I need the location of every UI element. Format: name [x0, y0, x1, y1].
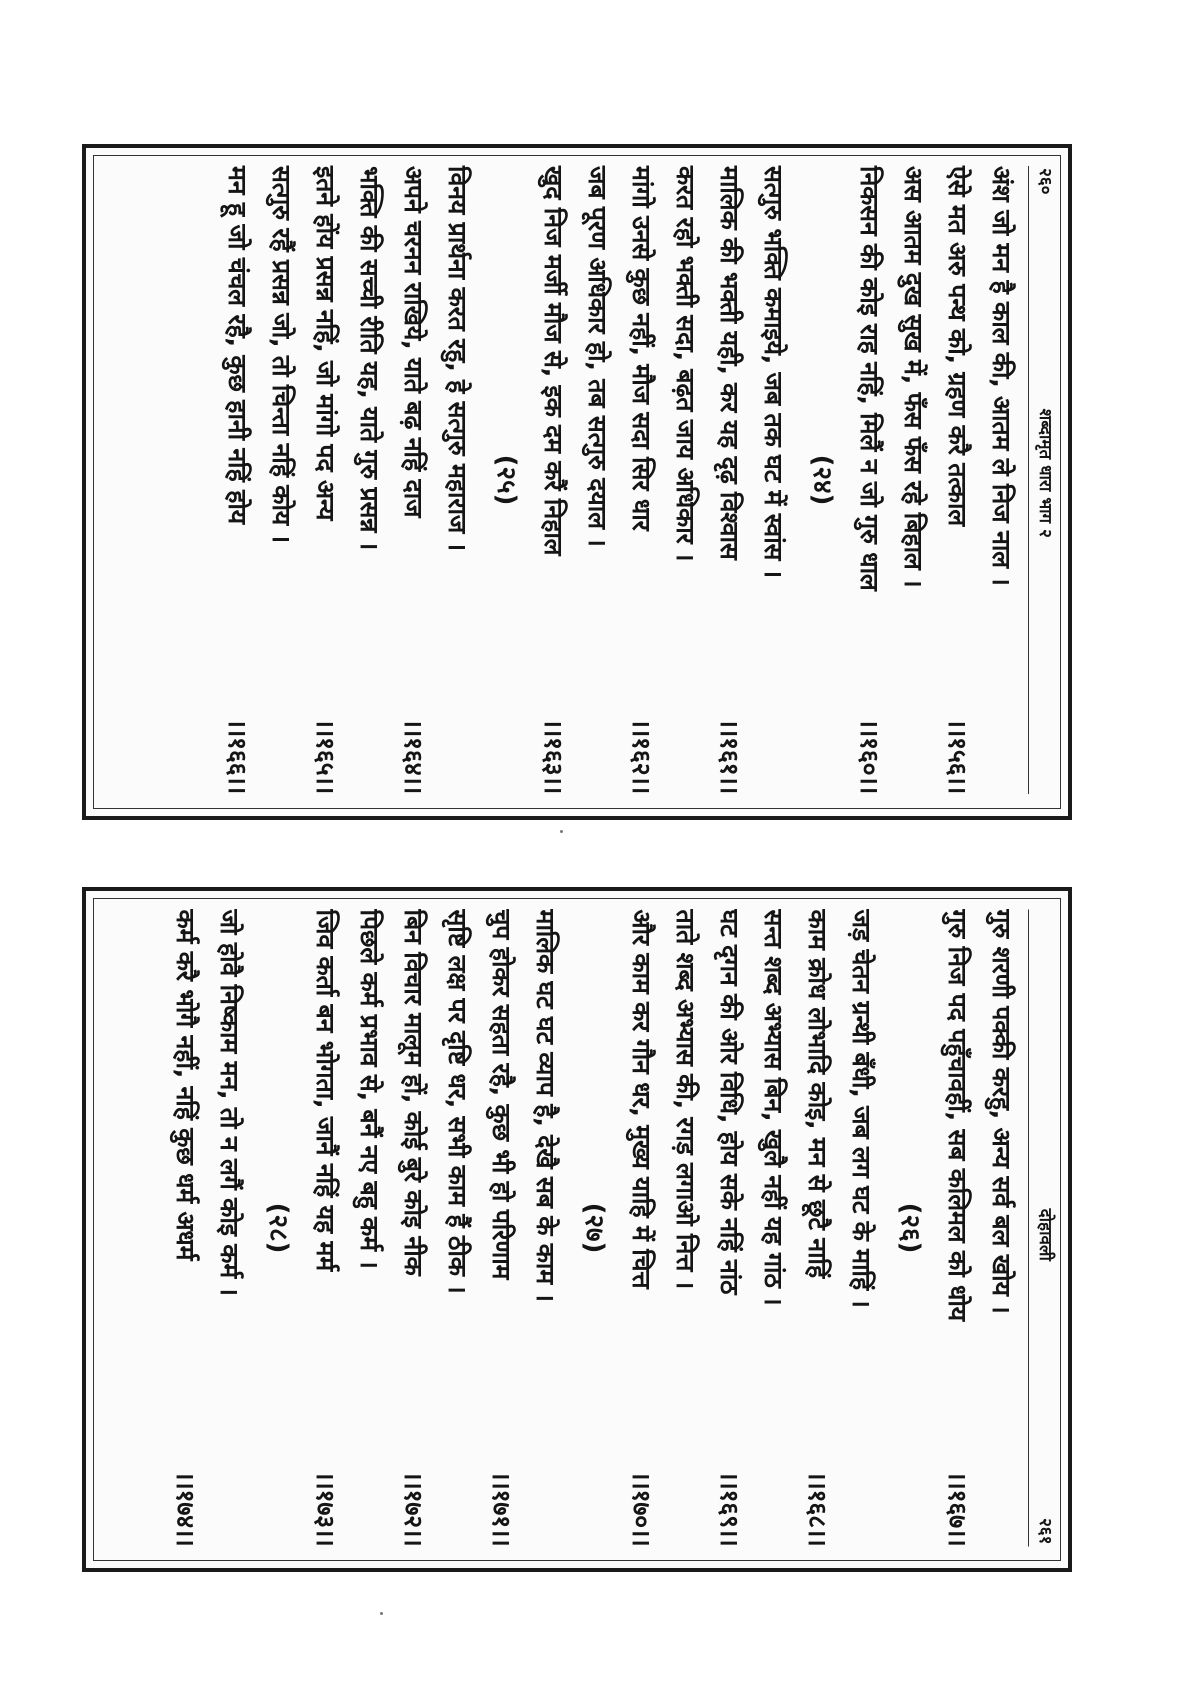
right-page	[82, 887, 1072, 1572]
verse-text: अपने चरनन राखिये, याते बढ़ नहिं दाज	[399, 166, 428, 518]
verse-line	[392, 909, 436, 1546]
verse-number: ।।१७४।।	[171, 1470, 200, 1546]
left-page-header	[1028, 166, 1058, 794]
verse-line	[348, 909, 392, 1546]
verse-number: ।।१६४।।	[399, 718, 428, 794]
stanza-number: (२८)	[263, 1202, 293, 1253]
verse-text: विनय प्रार्थना करत रहु, हे सत्गुरु महाराज ।	[443, 166, 472, 551]
verse-text: जब पूरण अधिकार हो, तब सत्गुरु दयाल ।	[583, 166, 612, 547]
stanza-number: (२७)	[579, 1202, 609, 1253]
verse-line	[840, 909, 884, 1546]
verse-text: गुरु निज पद पहुँचावहीं, सब कलिमल को धोय	[943, 909, 972, 1321]
verse-text: जड़ चेतन ग्रन्थी बँधी, जब लग घट के माहिं ।	[847, 909, 876, 1308]
verse-text: निकसन की कोइ राह नहिं, मिलैं न जो गुरु धाल	[855, 166, 884, 591]
verse-line	[664, 909, 708, 1546]
verse-text: काम क्रोध लोभादि कोइ, मन से छूटै नाहिं	[803, 909, 832, 1278]
stanza-number: (२४)	[807, 454, 837, 506]
verse-text: और काम कर गौन धर, मुख्य याहि में चित्त	[627, 909, 656, 1288]
verse-number: ।।१७३।।	[311, 1470, 340, 1546]
verse-text: सत्गुरु रहैं प्रसन्न जो, तो चिन्ता नहिं कोय ।	[267, 166, 296, 543]
verse-line	[620, 909, 664, 1546]
verse-number: ।।१६५।।	[311, 718, 340, 794]
verse-number: ।।१६७।।	[943, 1470, 972, 1546]
verse-text: इतने होंय प्रसन्न नहिं, जो मांगो पद अन्य	[311, 166, 340, 521]
verse-line	[752, 909, 796, 1546]
left-page-number: २६०	[1035, 168, 1055, 195]
verse-text: अंश जो मन है काल की, आतम ले निज नाल ।	[987, 166, 1016, 586]
verse-line	[304, 909, 348, 1546]
verse-number: ।।१७२।।	[399, 1470, 428, 1546]
verse-number: ।।१६६।।	[223, 718, 252, 794]
verse-text: सन्त शब्द अभ्यास बिन, खुलै नहीं यह गांठ ।	[759, 909, 788, 1305]
left-page-verses	[216, 166, 1024, 794]
verse-text: ऐसे मत अरु पन्थ को, ग्रहण करै तत्काल	[943, 166, 972, 527]
verse-text: बिन विचार मालूम हों, कोई बुरे कोइ नीक	[399, 909, 428, 1276]
verse-text: गुरु शरणी पक्की करहु, अन्य सर्व बल खोय ।	[987, 909, 1016, 1314]
verse-line	[260, 166, 304, 794]
verse-text: पिछले कर्म प्रभाव से, बनैं नए बहु कर्म ।	[355, 909, 384, 1269]
verse-line	[708, 909, 752, 1546]
verse-number: ।।१६८।।	[803, 1470, 832, 1546]
verse-line	[164, 909, 208, 1546]
verse-line	[208, 909, 252, 1546]
verse-line	[620, 166, 664, 794]
right-page-verses	[164, 909, 1024, 1546]
verse-line	[936, 166, 980, 794]
verse-text: मन हू जो चंचल रहै, कुछ हानी नहिं होय	[223, 166, 252, 524]
verse-number: ।।१६१।।	[715, 718, 744, 794]
right-page-title: दोहावली	[1035, 1208, 1055, 1261]
verse-text: खुद निज मर्जी मौज से, इक दम करैं निहाल	[539, 166, 568, 556]
verse-number: ।।१६३।।	[539, 718, 568, 794]
verse-text: मालिक की भक्ती यही, कर यह दृढ़ विश्वास	[715, 166, 744, 560]
verse-line	[524, 909, 568, 1546]
verse-text: ताते शब्द अभ्यास की, रगड़ लगाओ नित्त ।	[671, 909, 700, 1289]
stanza-number: (२६)	[895, 1202, 925, 1253]
verse-line	[848, 166, 892, 794]
verse-line	[664, 166, 708, 794]
verse-text: सत्गुरु भक्ति कमाइये, जब तक घट में स्वांस ।	[759, 166, 788, 578]
verse-text: चुप होकर सहता रहै, कुछ भी हो परिणाम	[487, 909, 516, 1279]
verse-number: ।।१७०।।	[627, 1470, 656, 1546]
verse-line	[216, 166, 260, 794]
verse-text: कर्म करै भोगै नहीं, नहिं कुछ धर्म अधर्म	[171, 909, 200, 1260]
verse-line	[708, 166, 752, 794]
verse-text: भक्ति की सच्ची रीति यह, याते गुरु प्रसन्न ।	[355, 166, 384, 551]
right-page-content	[82, 887, 1072, 1572]
verse-line	[348, 166, 392, 794]
verse-line	[576, 166, 620, 794]
scan-speck	[380, 1612, 383, 1615]
verse-line	[980, 909, 1024, 1546]
verse-number: ।।१६०।।	[855, 718, 884, 794]
verse-line	[436, 909, 480, 1546]
verse-line	[436, 166, 480, 794]
verse-text: करत रहो भक्ती सदा, बढ़त जाय अधिकार ।	[671, 166, 700, 562]
verse-text: घट दृगन की ओर विधि, होय सके नहिं नांठ	[715, 909, 744, 1294]
verse-number: ।।१६२।।	[627, 718, 656, 794]
verse-number: ।।१६९।।	[715, 1470, 744, 1546]
right-page-number: २६१	[1035, 1517, 1055, 1544]
verse-line	[480, 909, 524, 1546]
stanza-number: (२५)	[491, 454, 521, 506]
verse-text: मांगो उनसे कुछ नहीं, मौज सदा सिर धार	[627, 166, 656, 531]
verse-line	[980, 166, 1024, 794]
verse-line	[532, 166, 576, 794]
verse-line	[892, 166, 936, 794]
verse-text: अस आतम दुख सुख में, फँस फँस रहे बिहाल ।	[899, 166, 928, 588]
left-page-title: शब्दामृत धारा भाग २	[1035, 408, 1055, 538]
verse-text: मालिक घट घट व्याप है, देखै सब के काम ।	[531, 909, 560, 1302]
verse-text: जो होवै निष्काम मन, तो न लगैं कोइ कर्म ।	[215, 909, 244, 1296]
verse-line	[392, 166, 436, 794]
verse-line	[796, 909, 840, 1546]
left-page	[82, 144, 1072, 820]
verse-number: ।।१७१।।	[487, 1470, 516, 1546]
right-page-header	[1028, 909, 1058, 1546]
verse-line	[936, 909, 980, 1546]
verse-line	[752, 166, 796, 794]
left-page-content	[82, 144, 1072, 820]
scan-speck	[560, 830, 563, 833]
verse-text: जिव कर्ता बन भोगता, जानैं नहिं यह मर्म	[311, 909, 340, 1271]
verse-number: ।।१५६।।	[943, 718, 972, 794]
verse-line	[304, 166, 348, 794]
verse-text: सृष्टि लक्ष पर दृष्टि धर, सभी काम हैं ठीक ।	[443, 909, 472, 1293]
